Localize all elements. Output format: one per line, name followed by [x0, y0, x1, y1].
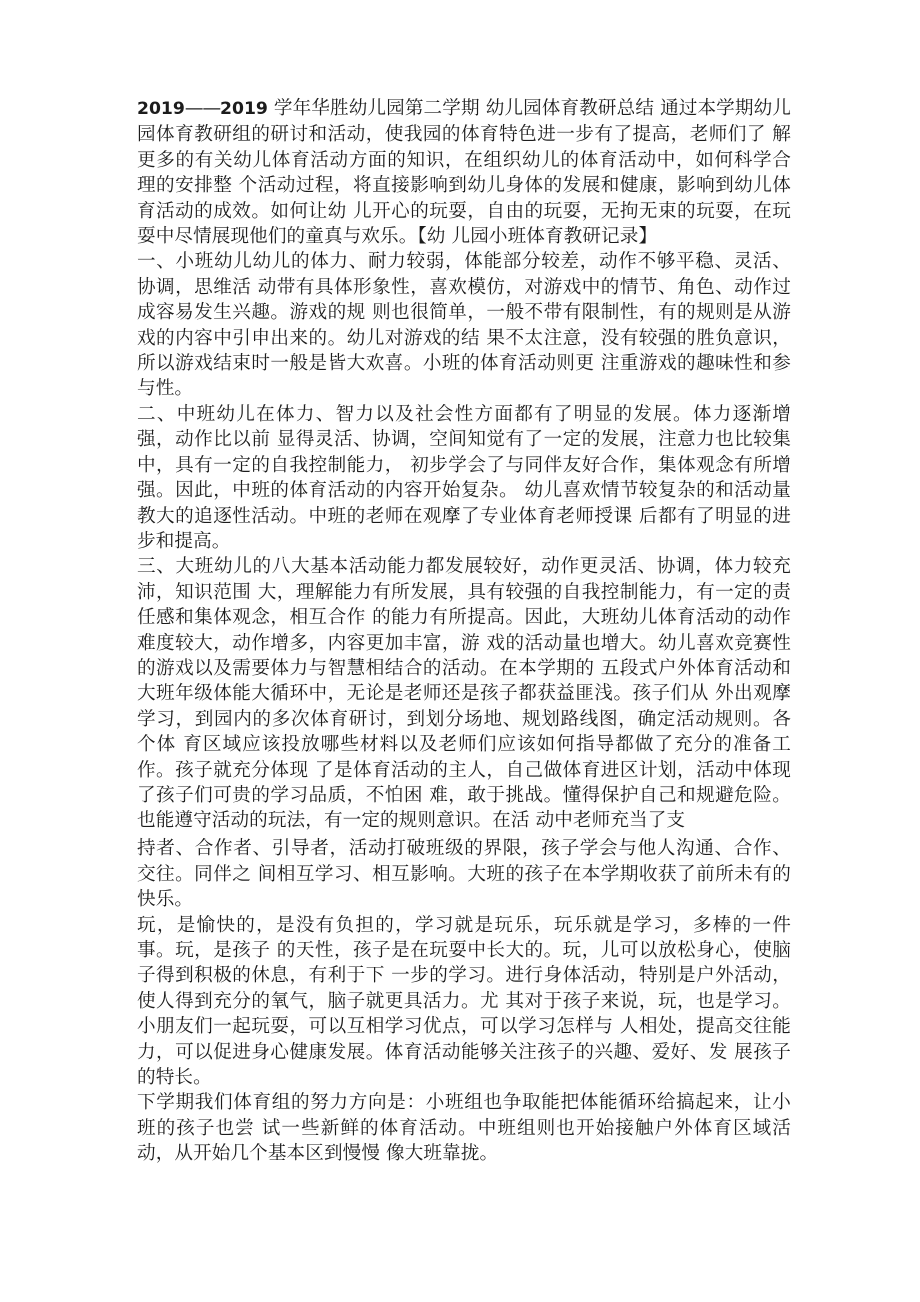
- year-start: 2019: [137, 99, 185, 119]
- paragraph-wan: 玩，是愉快的，是没有负担的，学习就是玩乐，玩乐就是学习，多棒的一件事。玩，是孩子 的天性，孩子是在玩耍中长大的。玩，儿可以放松身心，使脑子得到积极的休息，有利于下 一步的学习。进行身体活动，特别是户外活动，使人得到充分的氧气，脑子就更具活力。尤 其对于孩子来说，玩，也是学习。小朋友们一起玩耍，可以互相学习优点，可以学习怎样与 人相处，提高交往能力，可以促进身心健康发展。体育活动能够关注孩子的兴趣、爱好、发 展孩子的特长。: [137, 914, 791, 1088]
- year-separator: ——: [184, 98, 221, 119]
- paragraph-zhongban: 二、中班幼儿在体力、智力以及社会性方面都有了明显的发展。体力逐渐增强，动作比以前 显得灵活、协调，空间知觉有了一定的发展，注意力也比较集中，具有一定的自我控制能力， 初步学会了与同伴友好合作，集体观念有所增强。因此，中班的体育活动的内容开始复杂。 幼儿喜欢情节较复杂的和活动量教大的追逐性活动。中班的老师在观摩了专业体育老师授课 后都有了明显的进步和提高。: [137, 403, 791, 552]
- paragraph-intro-text: 学年华胜幼儿园第二学期 幼儿园体育教研总结 通过本学期幼儿园体育教研组的研讨和活动，使我园的体育特色进一步有了提高，老师们了 解更多的有关幼儿体育活动方面的知识，在组织幼儿的体育活动中，如何科学合理的安排整 个活动过程，将直接影响到幼儿身体的发展和健康，影响到幼儿体育活动的成效。如何让幼 儿开心的玩耍，自由的玩耍，无拘无束的玩耍，在玩耍中尽情展现他们的童真与欢乐。【幼 儿园小班体育教研记录】: [137, 98, 791, 248]
- paragraph-xiaoban: 一、小班幼儿幼儿的体力、耐力较弱，体能部分较差，动作不够平稳、灵活、协调，思维活 动带有具体形象性，喜欢模仿，对游戏中的情节、角色、动作过成容易发生兴趣。游戏的规 则也很简单，一般不带有限制性，有的规则是从游戏的内容中引申出来的。幼儿对游戏的结 果不太注意，没有较强的胜负意识，所以游戏结束时一般是皆大欢喜。小班的体育活动则更 注重游戏的趣味性和参与性。: [137, 251, 791, 400]
- paragraph-intro: [137, 96, 791, 249]
- paragraph-next-term: 下学期我们体育组的努力方向是：小班组也争取能把体能循环给搞起来，让小班的孩子也尝 试一些新鲜的体育活动。中班组则也开始接触户外体育区域活动，从开始几个基本区到慢慢 像大班靠拢。: [137, 1092, 791, 1165]
- paragraph-daban: 三、大班幼儿的八大基本活动能力都发展较好，动作更灵活、协调，体力较充沛，知识范围 大，理解能力有所发展，具有较强的自我控制能力，有一定的责任感和集体观念，相互合作 的能力有所提高。因此，大班幼儿体育活动的动作难度较大，动作增多，内容更加丰富，游 戏的活动量也增大。幼儿喜欢竞赛性的游戏以及需要体力与智慧相结合的活动。在本学期的 五段式户外体育活动和大班年级体能大循环中，无论是老师还是孩子都获益匪浅。孩子们从 外出观摩学习，到园内的多次体育研讨，到划分场地、规划路线图，确定活动规则。各个体 育区域应该投放哪些材料以及老师们应该如何指导都做了充分的准备工作。孩子就充分体现 了是体育活动的主人，自己做体育进区计划，活动中体现了孩子们可贵的学习品质，不怕困 难，敢于挑战。懂得保护自己和规避危险。也能遵守活动的玩法，有一定的规则意识。在活 动中老师充当了支: [137, 556, 791, 832]
- document-text-body: [137, 96, 791, 1167]
- year-end: 2019: [220, 99, 268, 119]
- paragraph-chizhe: 持者、合作者、引导者，活动打破班级的界限，孩子学会与他人沟通、合作、交往。同伴之 间相互学习、相互影响。大班的孩子在本学期收获了前所未有的快乐。: [137, 838, 791, 911]
